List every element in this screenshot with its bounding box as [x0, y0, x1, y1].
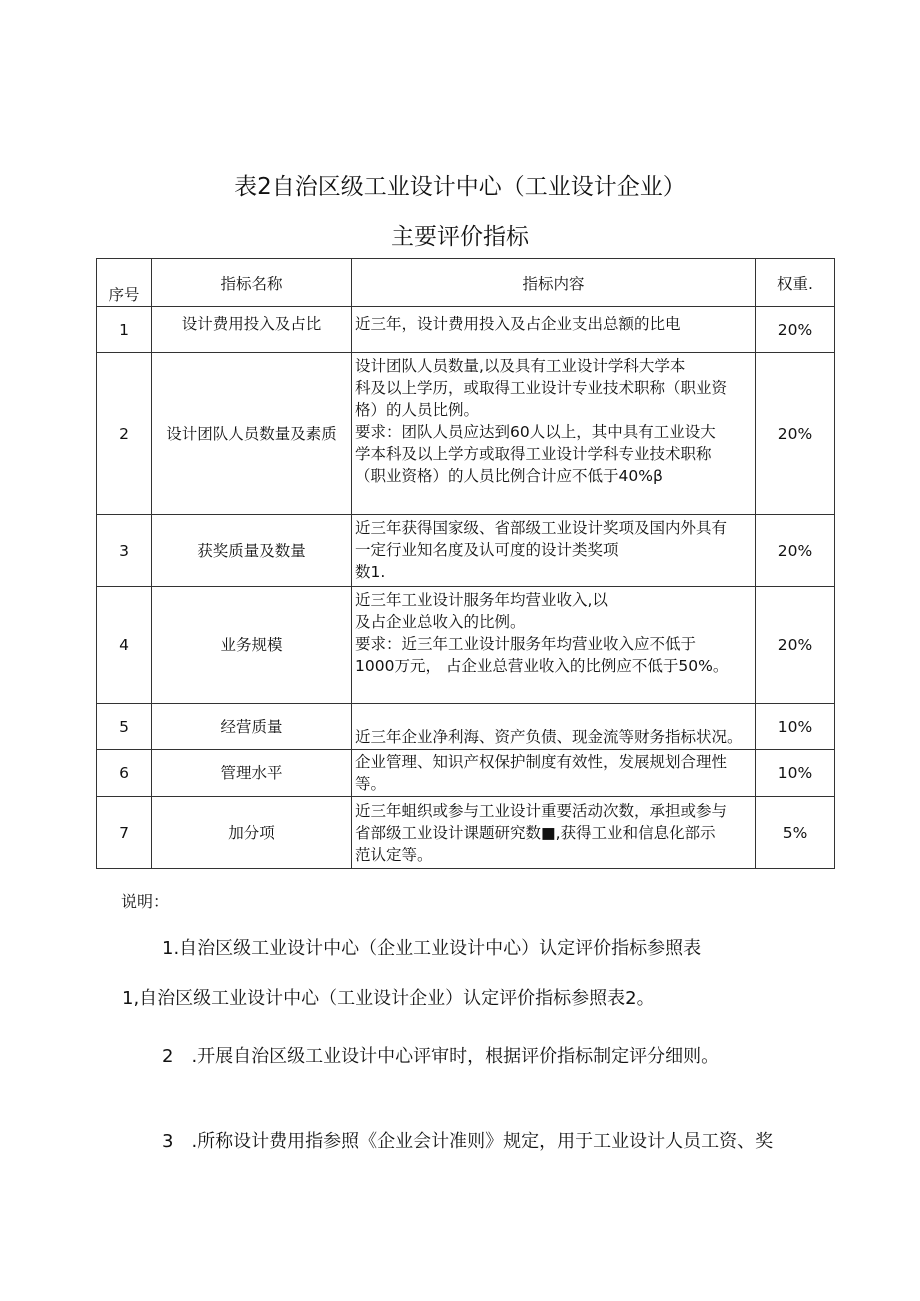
row-seq: 6 [97, 750, 152, 797]
row-name: 业务规模 [152, 587, 352, 704]
row-weight: 10% [756, 704, 835, 750]
table-row [97, 515, 835, 587]
table-row [97, 307, 835, 353]
row-content [352, 307, 756, 353]
note-1-continued: 1,自治区级工业设计中心（工业设计企业）认定评价指标参照表2。 [122, 988, 655, 1009]
row-weight: 20% [756, 307, 835, 353]
content-line: 数1. [355, 563, 386, 581]
row-seq: 2 [97, 353, 152, 515]
row-name: 设计费用投入及占比 [152, 307, 352, 353]
document-title-line2: 主要评价指标 [391, 224, 529, 250]
table-row [97, 353, 835, 515]
row-seq: 3 [97, 515, 152, 587]
content-line: 近三年企业净利海、资产负债、现金流等财务指标状况。 [355, 728, 743, 746]
content-line: 及占企业总收入的比例。 [355, 613, 526, 631]
row-name: 管理水平 [152, 750, 352, 797]
content-line: 要求：近三年工业设计服务年均营业收入应不低于 [355, 635, 697, 653]
note-1: 1.自治区级工业设计中心（企业工业设计中心）认定评价指标参照表 [162, 938, 702, 959]
content-line: 近三年获得国家级、省部级工业设计奖项及国内外具有 [355, 519, 728, 537]
row-weight: 10% [756, 750, 835, 797]
header-content: 指标内容 [352, 259, 756, 307]
content-line: 科及以上学历，或取得工业设计专业技术职称（职业资 [355, 379, 728, 397]
content-line: 近三年，设计费用投入及占企业支出总额的比电 [355, 315, 681, 333]
content-line: 省部级工业设计课题研究数■,获得工业和信息化部示 [355, 823, 716, 842]
header-name: 指标名称 [152, 259, 352, 307]
row-weight: 5% [756, 797, 835, 869]
content-line: 设计团队人员数量,以及具有工业设计学科大学本 [355, 357, 686, 375]
row-weight: 20% [756, 587, 835, 704]
table-row [97, 797, 835, 869]
content-line: 范认定等。 [355, 845, 433, 864]
row-content [352, 353, 756, 515]
table-row [97, 587, 835, 704]
document-title-line1: 表2自治区级工业设计中心（工业设计企业） [234, 174, 686, 200]
content-line: 近三年工业设计服务年均营业收入,以 [355, 591, 608, 609]
content-line: （职业资格）的人员比例合计应不低于40%β [355, 467, 663, 485]
notes-label: 说明： [121, 892, 170, 911]
content-line: 1000万元， 占企业总营业收入的比例应不低于50%。 [355, 657, 729, 675]
row-name: 经营质量 [152, 704, 352, 750]
content-line: 等。 [355, 775, 387, 793]
table-row [97, 750, 835, 797]
content-line: 要求：团队人员应达到60人以上，其中具有工业设大 [355, 423, 716, 441]
note-3: 3 .所称设计费用指参照《企业会计准则》规定，用于工业设计人员工资、奖 [162, 1131, 774, 1152]
table-row [97, 704, 835, 750]
row-name: 设计团队人员数量及素质 [152, 353, 352, 515]
row-content [352, 515, 756, 587]
evaluation-table [96, 258, 835, 869]
row-seq: 4 [97, 587, 152, 704]
content-line: 近三年蛆织或参与工业设计重要活动次数，承担或参与 [355, 801, 728, 820]
content-line: 格）的人员比例。 [355, 401, 480, 419]
row-content [352, 797, 756, 869]
row-weight: 20% [756, 515, 835, 587]
row-name: 获奖质量及数量 [152, 515, 352, 587]
row-content [352, 587, 756, 704]
content-line: 学本科及以上学方或取得工业设计学科专业技术职称 [355, 445, 712, 463]
row-weight: 20% [756, 353, 835, 515]
row-seq: 5 [97, 704, 152, 750]
note-2: 2 .开展自治区级工业设计中心评审时，根据评价指标制定评分细则。 [162, 1046, 720, 1067]
row-content [352, 704, 756, 750]
content-line: 企业管理、知识产权保护制度有效性，发展规划合理性 [355, 753, 728, 771]
row-seq: 7 [97, 797, 152, 869]
row-content [352, 750, 756, 797]
content-line: 一定行业知名度及认可度的设计类奖项 [355, 541, 619, 559]
header-weight: 权重. [756, 259, 835, 307]
row-name: 加分项 [152, 797, 352, 869]
table-header-row [97, 259, 835, 307]
row-seq: 1 [97, 307, 152, 353]
header-seq: 序号 [97, 259, 152, 307]
